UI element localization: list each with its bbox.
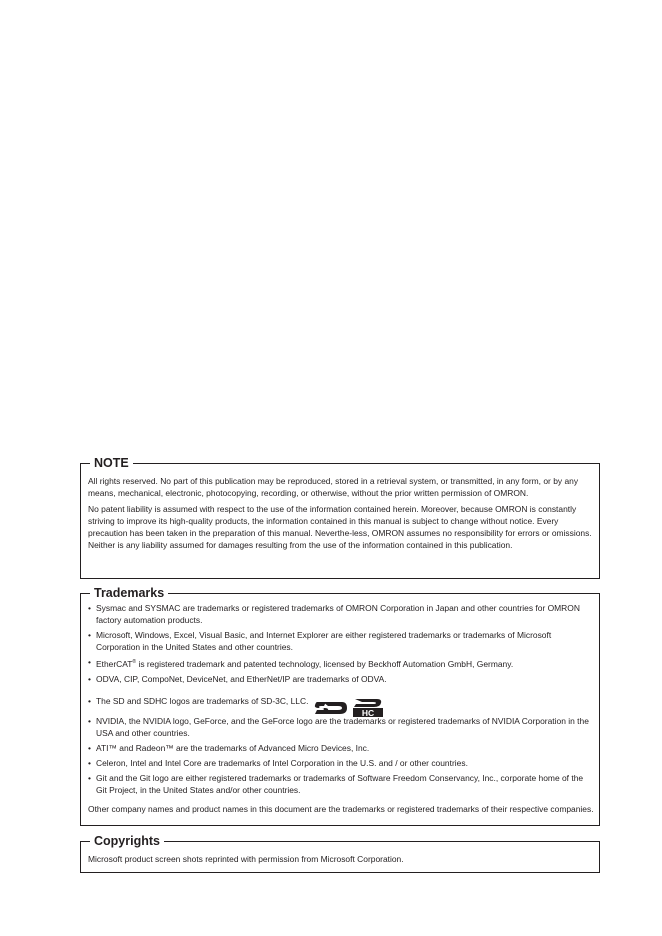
trademarks-box (80, 586, 600, 826)
svg-text:HC: HC (361, 707, 374, 718)
note-paragraph-liability: No patent liability is assumed with respect to the use of the information contained herein. Moreover, because OMRON is constantly striving to improve its high-quality products, the information contained in this manual is subject to change without notice. Every precaution has been taken in the preparation of this manual. Neverthe-less, OMRON assumes no responsibility for errors or omissions. Neither is any liability assumed for damages resulting from the use of the information contained in this publication. (88, 504, 592, 550)
trademark-item-sd: • The SD and SDHC logos are trademarks of SD-3C, LLC. SD HC (88, 691, 595, 711)
copyrights-body (88, 853, 595, 865)
sd-logo-icon (314, 701, 348, 715)
note-paragraph-rights: All rights reserved. No part of this publication may be reproduced, stored in a retrieval system, or transmitted, in any form, or by any means, mechanical, electronic, photocopying, recording, or otherwise, without the prior written permission of OMRON. (88, 476, 579, 498)
trademarks-body (88, 602, 595, 815)
trademark-item: • Sysmac and SYSMAC are trademarks or registered trademarks of OMRON Corporation in Japan and other countries for OMRON factory automation products. (88, 603, 580, 625)
svg-text:SD: SD (314, 700, 316, 702)
note-title: NOTE (90, 455, 133, 471)
copyrights-text: Microsoft product screen shots reprinted with permission from Microsoft Corporation. (88, 854, 404, 864)
copyrights-box (80, 834, 600, 873)
trademark-item: • ATI™ and Radeon™ are the trademarks of Advanced Micro Devices, Inc. (88, 742, 370, 753)
trademark-item: • Git and the Git logo are either registered trademarks or trademarks of Software Freedom Conservancy, Inc., corporate home of the Git Project, in the United States and/or other countries. (88, 772, 584, 795)
trademark-item: • ODVA, CIP, CompoNet, DeviceNet, and EtherNet/IP are trademarks of ODVA. (88, 673, 387, 684)
note-body (88, 475, 595, 551)
trademarks-footer: Other company names and product names in this document are the trademarks or registered trademarks of their respective companies. (88, 803, 594, 814)
trademark-item: • NVIDIA, the NVIDIA logo, GeForce, and the GeForce logo are the trademarks or registered trademarks of NVIDIA Corporation in the USA and other countries. (88, 715, 589, 738)
trademarks-title: Trademarks (90, 585, 168, 601)
trademark-item: • Celeron, Intel and Intel Core are trademarks of Intel Corporation in the U.S. and / or other countries. (88, 757, 468, 768)
trademark-item-ethercat: • EtherCAT® is registered trademark and patented technology, licensed by Beckhoff Automation GmbH, Germany. (88, 657, 514, 669)
trademark-item: • Microsoft, Windows, Excel, Visual Basic, and Internet Explorer are either registered trademarks or trademarks of Microsoft Corporation in the United States and other countries. (88, 630, 552, 652)
note-box (80, 456, 600, 579)
copyrights-title: Copyrights (90, 833, 164, 849)
